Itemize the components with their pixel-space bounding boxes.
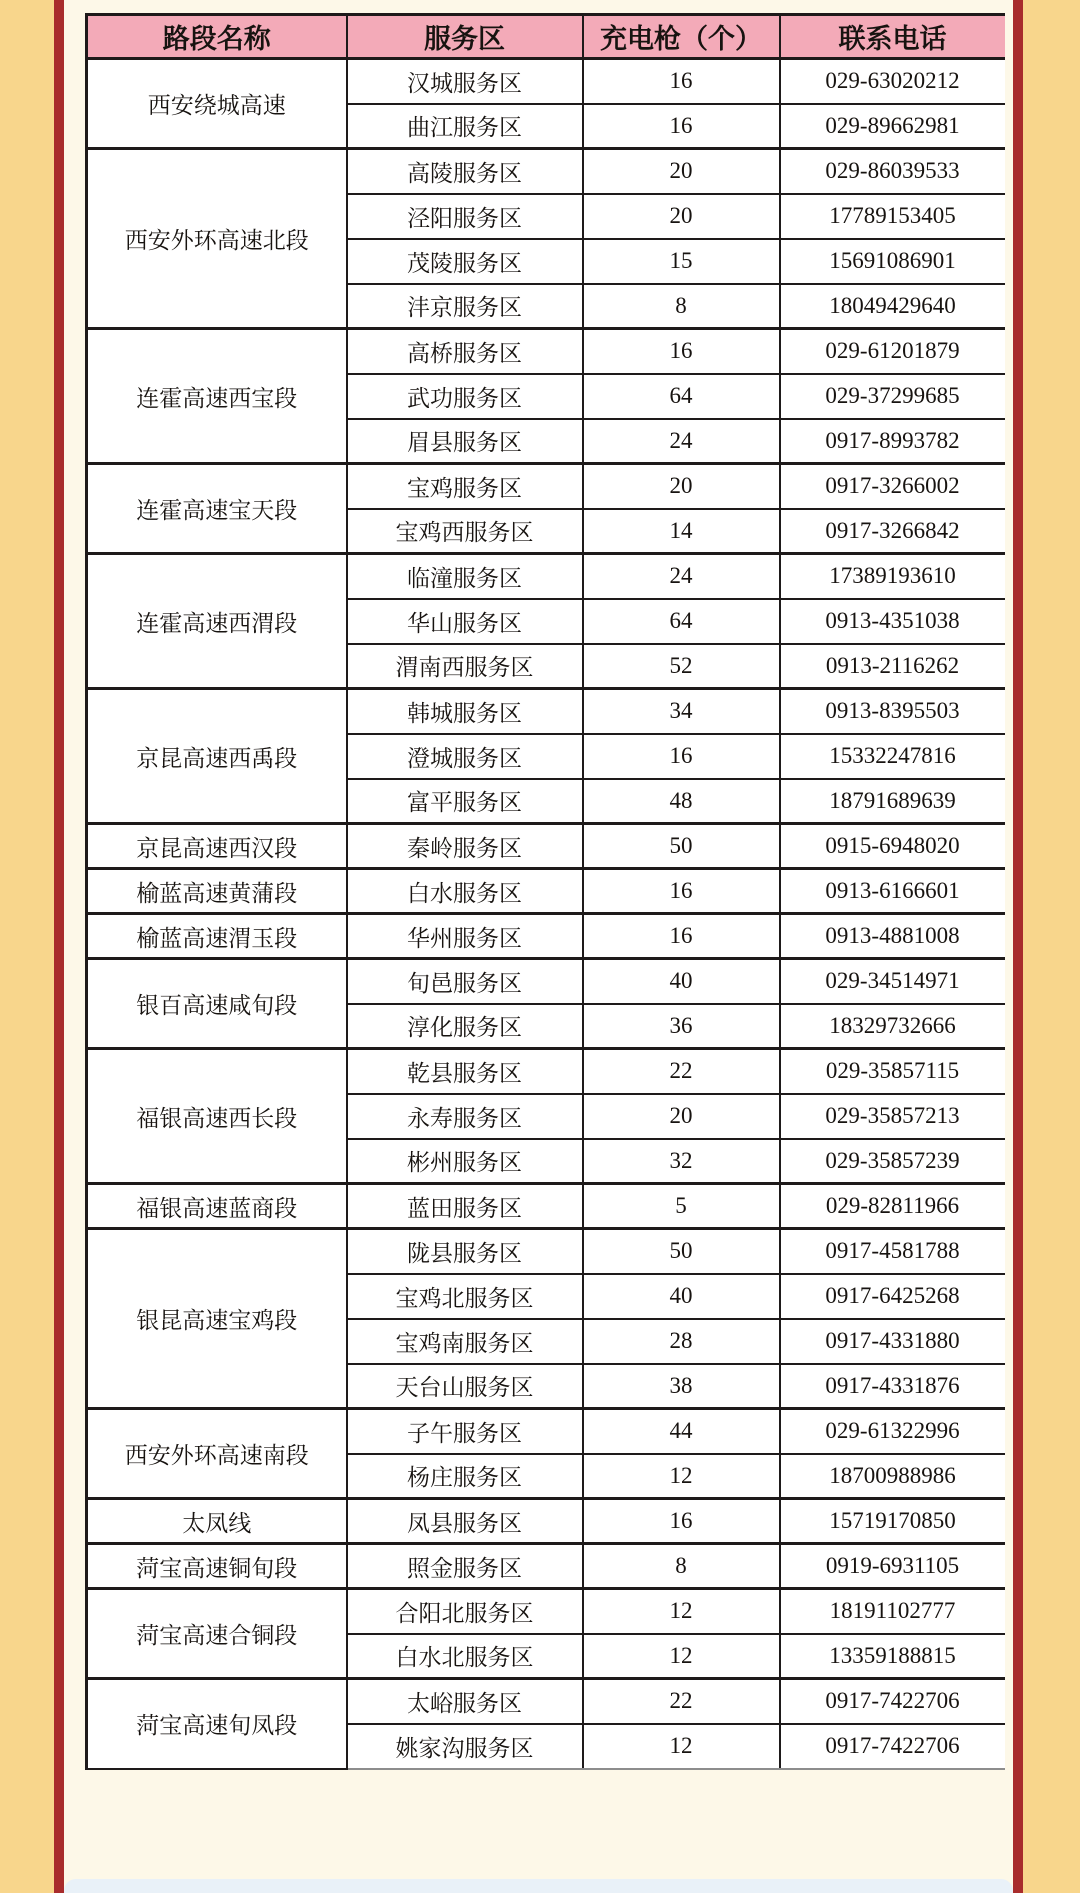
gun-count-cell: 20 [583,1094,780,1139]
gun-count-cell: 28 [583,1319,780,1364]
phone-cell: 0917-4331880 [780,1319,1005,1364]
phone-cell: 0913-4881008 [780,914,1005,959]
phone-cell: 029-35857115 [780,1049,1005,1094]
road-segment-cell: 菏宝高速合铜段 [87,1589,347,1679]
phone-cell: 17389193610 [780,554,1005,599]
service-area-cell: 眉县服务区 [347,419,583,464]
phone-cell: 029-61322996 [780,1409,1005,1454]
gun-count-cell: 20 [583,464,780,509]
road-segment-cell: 京昆高速西禹段 [87,689,347,824]
phone-cell: 15691086901 [780,239,1005,284]
road-segment-cell: 福银高速西长段 [87,1049,347,1184]
column-header-phone: 联系电话 [780,15,1005,59]
gun-count-cell: 16 [583,869,780,914]
road-segment-cell: 榆蓝高速渭玉段 [87,914,347,959]
table-row [87,1409,1005,1454]
service-area-cell: 蓝田服务区 [347,1184,583,1229]
phone-cell: 0913-8395503 [780,689,1005,734]
phone-cell: 0913-6166601 [780,869,1005,914]
service-area-cell: 武功服务区 [347,374,583,419]
gun-count-cell: 16 [583,734,780,779]
service-area-cell: 照金服务区 [347,1544,583,1589]
table-row [87,1544,1005,1589]
phone-cell: 029-61201879 [780,329,1005,374]
phone-cell: 13359188815 [780,1634,1005,1679]
table-row [87,869,1005,914]
road-segment-cell: 京昆高速西汉段 [87,824,347,869]
road-segment-cell: 太凤线 [87,1499,347,1544]
service-area-cell: 太峪服务区 [347,1679,583,1724]
phone-cell: 029-34514971 [780,959,1005,1004]
table-row [87,1679,1005,1724]
service-area-cell: 高陵服务区 [347,149,583,194]
gun-count-cell: 16 [583,1499,780,1544]
table-row [87,824,1005,869]
gun-count-cell: 12 [583,1454,780,1499]
table-row [87,959,1005,1004]
road-segment-cell: 西安绕城高速 [87,59,347,149]
gun-count-cell: 12 [583,1724,780,1769]
service-area-cell: 临潼服务区 [347,554,583,599]
gun-count-cell: 20 [583,194,780,239]
phone-cell: 0915-6948020 [780,824,1005,869]
column-header-gun-count: 充电枪（个） [583,15,780,59]
charging-stations-table [85,13,1005,1770]
phone-cell: 0917-7422706 [780,1724,1005,1769]
phone-cell: 0917-6425268 [780,1274,1005,1319]
gun-count-cell: 32 [583,1139,780,1184]
gun-count-cell: 64 [583,374,780,419]
gun-count-cell: 15 [583,239,780,284]
phone-cell: 029-35857239 [780,1139,1005,1184]
table-row [87,149,1005,194]
table-row [87,329,1005,374]
phone-cell: 15332247816 [780,734,1005,779]
service-area-cell: 淳化服务区 [347,1004,583,1049]
phone-cell: 0917-4581788 [780,1229,1005,1274]
gun-count-cell: 36 [583,1004,780,1049]
gun-count-cell: 50 [583,1229,780,1274]
table-row [87,689,1005,734]
service-area-cell: 姚家沟服务区 [347,1724,583,1769]
service-area-cell: 茂陵服务区 [347,239,583,284]
phone-cell: 18329732666 [780,1004,1005,1049]
phone-cell: 17789153405 [780,194,1005,239]
gun-count-cell: 50 [583,824,780,869]
gun-count-cell: 8 [583,1544,780,1589]
gun-count-cell: 8 [583,284,780,329]
service-area-cell: 凤县服务区 [347,1499,583,1544]
phone-cell: 0913-2116262 [780,644,1005,689]
phone-cell: 0917-8993782 [780,419,1005,464]
phone-cell: 029-63020212 [780,59,1005,104]
service-area-cell: 华山服务区 [347,599,583,644]
table-row [87,464,1005,509]
gun-count-cell: 16 [583,914,780,959]
gun-count-cell: 38 [583,1364,780,1409]
table-body [87,59,1005,1769]
service-area-cell: 韩城服务区 [347,689,583,734]
gun-count-cell: 14 [583,509,780,554]
service-area-cell: 合阳北服务区 [347,1589,583,1634]
road-segment-cell: 银百高速咸旬段 [87,959,347,1049]
phone-cell: 18049429640 [780,284,1005,329]
phone-cell: 0919-6931105 [780,1544,1005,1589]
service-area-cell: 旬邑服务区 [347,959,583,1004]
phone-cell: 15719170850 [780,1499,1005,1544]
gun-count-cell: 16 [583,59,780,104]
phone-cell: 029-86039533 [780,149,1005,194]
phone-cell: 18700988986 [780,1454,1005,1499]
gun-count-cell: 64 [583,599,780,644]
phone-cell: 0913-4351038 [780,599,1005,644]
header-row [87,15,1005,59]
service-area-cell: 永寿服务区 [347,1094,583,1139]
table-row [87,59,1005,104]
service-area-cell: 陇县服务区 [347,1229,583,1274]
gun-count-cell: 24 [583,554,780,599]
road-segment-cell: 连霍高速宝天段 [87,464,347,554]
service-area-cell: 富平服务区 [347,779,583,824]
gun-count-cell: 12 [583,1634,780,1679]
service-area-cell: 宝鸡西服务区 [347,509,583,554]
gun-count-cell: 40 [583,959,780,1004]
table-row [87,1589,1005,1634]
road-segment-cell: 榆蓝高速黄蒲段 [87,869,347,914]
gun-count-cell: 16 [583,104,780,149]
gun-count-cell: 44 [583,1409,780,1454]
gun-count-cell: 48 [583,779,780,824]
service-area-cell: 乾县服务区 [347,1049,583,1094]
gun-count-cell: 52 [583,644,780,689]
table-row [87,914,1005,959]
road-segment-cell: 连霍高速西渭段 [87,554,347,689]
service-area-cell: 华州服务区 [347,914,583,959]
table-row [87,1229,1005,1274]
service-area-cell: 秦岭服务区 [347,824,583,869]
gun-count-cell: 22 [583,1049,780,1094]
service-area-cell: 宝鸡南服务区 [347,1319,583,1364]
gun-count-cell: 20 [583,149,780,194]
service-area-cell: 宝鸡北服务区 [347,1274,583,1319]
service-area-cell: 沣京服务区 [347,284,583,329]
phone-cell: 18191102777 [780,1589,1005,1634]
service-area-cell: 彬州服务区 [347,1139,583,1184]
gun-count-cell: 22 [583,1679,780,1724]
phone-cell: 029-37299685 [780,374,1005,419]
service-area-cell: 白水北服务区 [347,1634,583,1679]
gun-count-cell: 5 [583,1184,780,1229]
service-area-cell: 白水服务区 [347,869,583,914]
service-area-cell: 渭南西服务区 [347,644,583,689]
table-header [87,15,1005,59]
table-row [87,1049,1005,1094]
road-segment-cell: 菏宝高速铜旬段 [87,1544,347,1589]
service-area-cell: 泾阳服务区 [347,194,583,239]
phone-cell: 0917-3266002 [780,464,1005,509]
service-area-cell: 澄城服务区 [347,734,583,779]
service-area-cell: 杨庄服务区 [347,1454,583,1499]
service-area-cell: 高桥服务区 [347,329,583,374]
phone-cell: 18791689639 [780,779,1005,824]
phone-cell: 0917-7422706 [780,1679,1005,1724]
road-segment-cell: 福银高速蓝商段 [87,1184,347,1229]
service-area-cell: 汉城服务区 [347,59,583,104]
road-segment-cell: 银昆高速宝鸡段 [87,1229,347,1409]
road-segment-cell: 西安外环高速北段 [87,149,347,329]
gun-count-cell: 16 [583,329,780,374]
road-segment-cell: 西安外环高速南段 [87,1409,347,1499]
column-header-road-segment: 路段名称 [87,15,347,59]
right-red-stripe [1013,0,1023,1893]
gun-count-cell: 40 [583,1274,780,1319]
gun-count-cell: 24 [583,419,780,464]
road-segment-cell: 菏宝高速旬凤段 [87,1679,347,1769]
phone-cell: 0917-4331876 [780,1364,1005,1409]
gun-count-cell: 34 [583,689,780,734]
phone-cell: 029-35857213 [780,1094,1005,1139]
road-segment-cell: 连霍高速西宝段 [87,329,347,464]
table-row [87,554,1005,599]
gun-count-cell: 12 [583,1589,780,1634]
phone-cell: 029-89662981 [780,104,1005,149]
service-area-cell: 宝鸡服务区 [347,464,583,509]
content-panel [64,0,1013,1893]
phone-cell: 029-82811966 [780,1184,1005,1229]
phone-cell: 0917-3266842 [780,509,1005,554]
table-row [87,1499,1005,1544]
next-section-edge [64,1879,1013,1893]
left-red-stripe [54,0,64,1893]
service-area-cell: 子午服务区 [347,1409,583,1454]
service-area-cell: 天台山服务区 [347,1364,583,1409]
column-header-service-area: 服务区 [347,15,583,59]
table-row [87,1184,1005,1229]
service-area-cell: 曲江服务区 [347,104,583,149]
